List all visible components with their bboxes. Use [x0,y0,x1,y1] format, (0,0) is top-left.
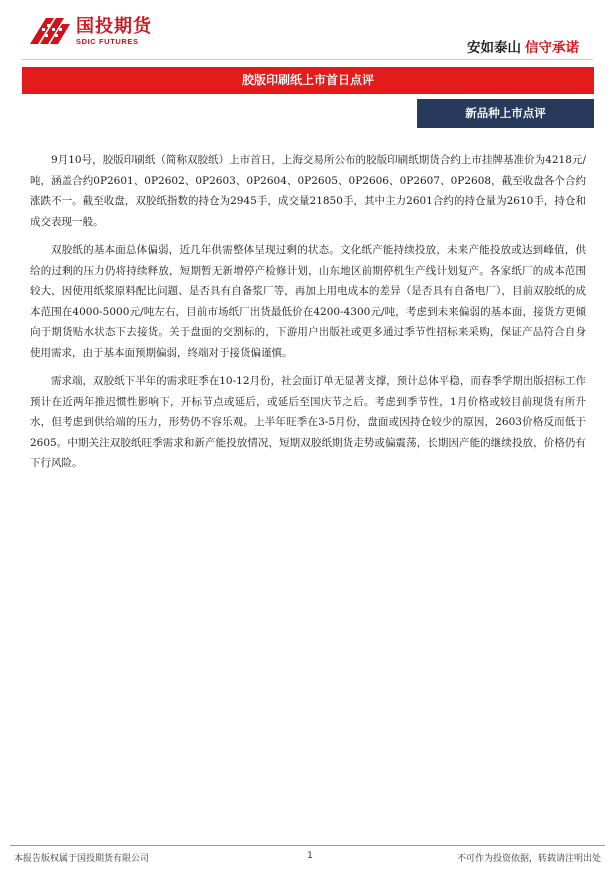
copyright-notice: 本报告版权属于国投期货有限公司 [14,854,150,864]
company-logo [28,14,152,48]
report-category-badge: 新品种上市点评 [417,99,594,128]
footer-divider [10,845,605,846]
paragraph-fundamentals: 双胶纸的基本面总体偏弱，近几年供需整体呈现过剩的状态。文化纸产能持续投放，未来产能投放或达到峰值，供给的过剩的压力仍将持续释放，短期暂无新增停产检修计划，山东地区前期停机生产线计划复产。各家纸厂的成本范围较大，因使用纸浆原料配比问题、是否具有自备浆厂等，再加上用电成本的差异（是否具有自备电厂），目前双胶纸的成本范围在4000-5000元/吨左右，目前市场纸厂出货最低价在4200-4300元/吨，考虑到未来偏弱的基本面，接货方更倾向于期货贴水状态下去接货。关于盘面的交割标的，下游用户出版社或更多通过季节性招标来采购，保证产品符合自身使用需求，由于基本面预期偏弱，终端对于接货偏谨慎。 [30,244,586,359]
logo-cn-text: 国投期货 [76,15,152,37]
header-divider [22,59,593,60]
disclaimer-notice: 不可作为投资依据，转载请注明出处 [456,854,601,864]
report-title: 胶版印刷纸上市首日点评 [22,67,594,94]
paragraph-intro: 9月10号，胶版印刷纸（简称双胶纸）上市首日，上海交易所公布的胶版印刷纸期货合约上市挂牌基准价为4218元/吨，涵盖合约0P2601、0P2602、0P2603、0P2604、0P2605、0P2606、0P2607、0P2608，截至收盘各个合约涨跌不一。截至收盘，双胶纸指数的持仓为2945手，成交量21850手，其中主力2601合约的持仓量为2610手，持仓和成交表现一般。 [30,154,586,228]
logo-en-text: SDIC FUTURES [76,36,139,46]
company-slogan [467,36,579,56]
slogan-part-b: 信守承诺 [525,40,579,56]
slogan-part-a: 安如泰山 [467,40,521,56]
sdic-logo-icon [28,14,72,48]
page-number: 1 [307,851,313,861]
page-header [0,0,615,62]
paragraph-demand: 需求端，双胶纸下半年的需求旺季在10-12月份，社会面订单无显著支撑，预计总体平稳，而春季学期出版招标工作预计在近两年推迟惯性影响下，开标节点或延后，或延后至国庆节之后。考虑到季节性，1月价格或较目前现货有所升水，但考虑到供给端的压力，形势仍不容乐观。上半年旺季在3-5月份，盘面或因持仓较少的原因，2603价格反而低于2605。中期关注双胶纸旺季需求和新产能投放情况，短期双胶纸期货走势或偏震荡，长期因产能的继续投放，价格仍有下行风险。 [30,375,586,469]
report-body [30,150,586,482]
